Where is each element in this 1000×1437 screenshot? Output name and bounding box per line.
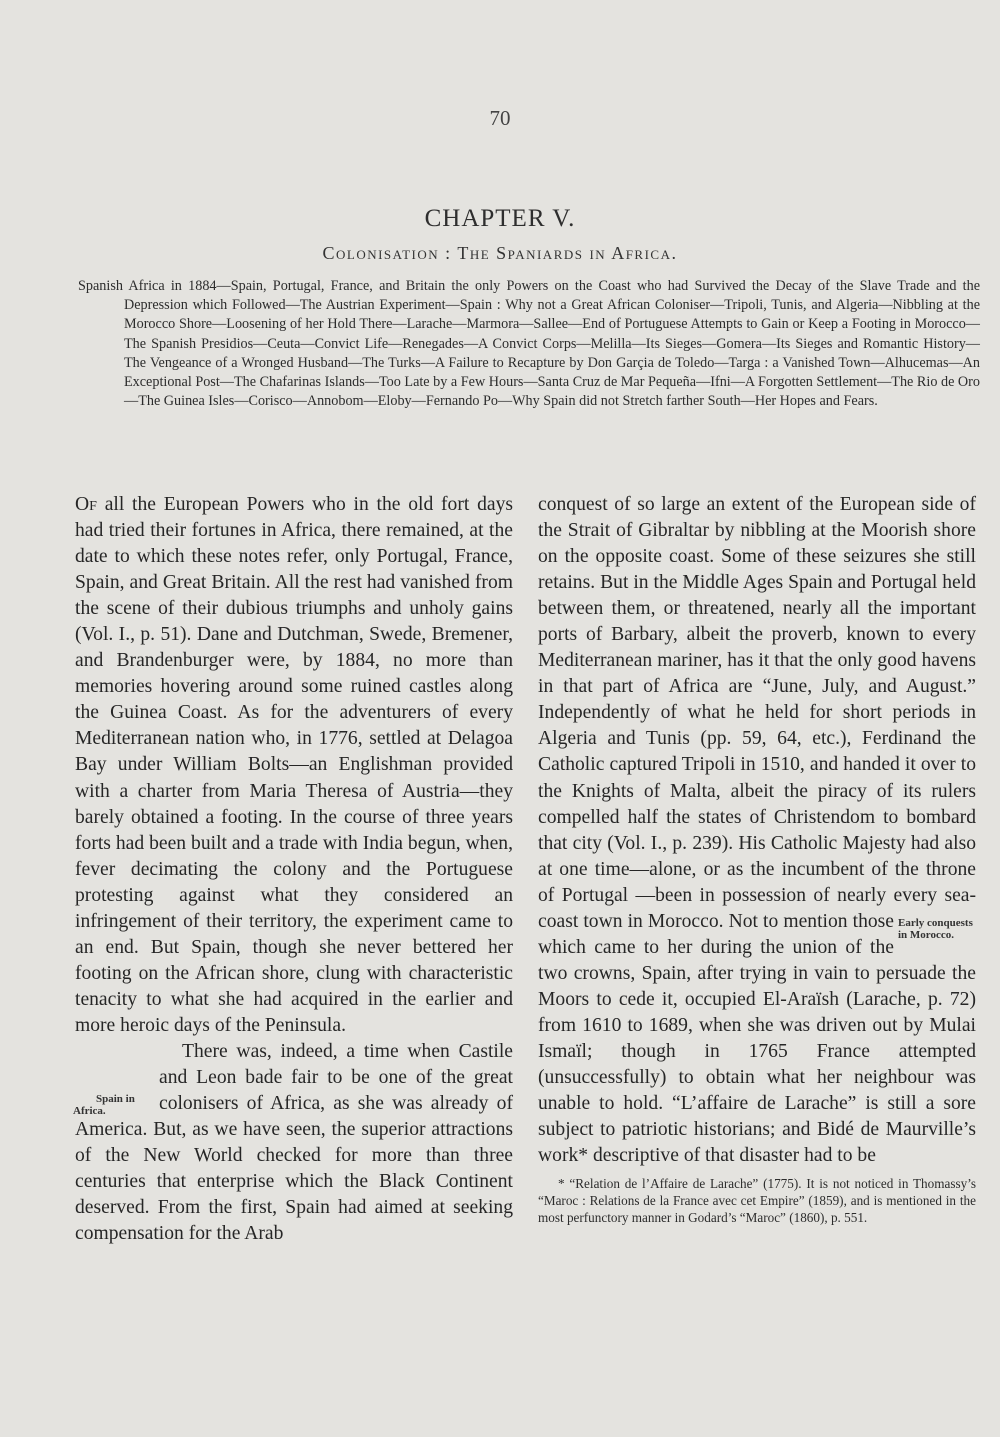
- paragraph: [75, 1039, 513, 1247]
- margin-note: Early conquests in Morocco.: [898, 916, 973, 941]
- chapter-title: CHAPTER V.: [424, 205, 576, 232]
- paragraph: [75, 492, 513, 1039]
- chapter-synopsis: Spanish Africa in 1884—Spain, Portugal, France, and Britain the only Powers on the Coast who had Survived the Decay of the Slave Trade and the Depression which Followed—The Austrian Experiment—Spain : Why not a Great African Coloniser—Tripoli, Tunis, and Algeria—Nibbling at the Morocco Shore—Loosening of her Hold There—Larache—Marmora—Sallee—End of Portuguese Attempts to Gain or Keep a Footing in Morocco—The Spanish Presidios—Ceuta—Convict Life—Renegades—A Convict Corps—Melilla—Its Sieges—Gomera—Its Sieges and Romantic History—The Vengeance of a Wronged Husband—The Turks—A Failure to Recapture by Don Garçia de Toledo—Targa : a Vanished Town—Alhucemas—An Exceptional Post—The Chafarinas Islands—Too Late by a Few Hours—Santa Cruz de Mar Pequeña—Ifni—A Forgotten Settlement—The Rio de Oro—The Guinea Isles—Corisco—Annobom—Eloby—Fernando Po—Why Spain did not Stretch farther South—Her Hopes and Fears.: [78, 278, 980, 410]
- paragraph: [538, 492, 976, 1169]
- paragraph-text: all the European Powers who in the old fort days had tried their fortunes in Africa, there remained, at the date to which these notes refer, only Portugal, France, Spain, and Great Britain. All the rest had vanished from the scene of their dubious triumphs and unholy gains (Vol. I., p. 51). Dane and Dutchman, Swede, Bremener, and Brandenburger were, by 1884, no more than memories hovering around some ruined castles along the Guinea Coast. As for the adventurers of every Mediterranean nation who, in 1776, settled at Delagoa Bay under William Bolts—an Englishman provided with a charter from Maria Theresa of Austria—they barely obtained a footing. In the course of three years forts had been built and a trade with India begun, when, fever decimating the colony and the Portuguese protesting against what they considered an infringement of their territory, the experiment came to an end. But Spain, though she never bettered her footing on the African shore, clung with characteristic tenacity to what she had acquired in the earlier and more heroic days of the Peninsula.: [75, 494, 513, 1036]
- footnote: * “Relation de l’Affaire de Larache” (1775). It is not noticed in Thomassy’s “Maroc : Relations de la France avec cet Empire” (1859), and is mentioned in the most perfunctory manner in Godard’s “Maroc” (1860), p. 551.: [538, 1176, 976, 1226]
- right-column: [538, 492, 976, 1226]
- page-number: 70: [489, 106, 511, 130]
- paragraph-text: There was, indeed, a time when Castile and Leon bade fair to be one of the great colonisers of Africa, as she was already of America. But, as we have seen, the superior attractions of the New World checked for more than three centuries that enterprise which the Black Continent deserved. From the first, Spain had aimed at seeking compensation for the Arab: [75, 1040, 513, 1245]
- chapter-subtitle: Colonisation : The Spaniards in Africa.: [322, 243, 678, 263]
- paragraph-text: conquest of so large an extent of the European side of the Strait of Gibraltar by nibbling at the Moorish shore on the opposite coast. Some of these seizures she still retains. But in the Middle Ages Spain and Portugal held between them, or threatened, nearly all the important ports of Barbary, albeit the proverb, known to every Mediterranean mariner, has it that the only good havens in that part of Africa are “June, July, and August.” Independently of what he held for short periods in Algeria and Tunis (pp. 59, 64, etc.), Ferdinand the Catholic captured Tripoli in 1510, and handed it over to the Knights of Malta, albeit the piracy of its rulers compelled half the states of Christendom to bombard that city (Vol. I., p. 239). His Catholic Majesty had also at one time—alone, or as the incumbent of the throne of Portugal —been in possession of nearly every sea-coast town in Morocco.: [538, 494, 976, 932]
- drop-cap: Of: [75, 494, 97, 515]
- left-column: [75, 492, 513, 1247]
- margin-note: Spain in Africa.: [73, 1092, 135, 1117]
- paragraph-text: Not to mention those which came to her during the union of the two crowns, Spain, after trying in vain to persuade the Moors to cede it, occupied El-Araïsh (Larache, p. 72) from 1610 to 1689, when she was driven out by Mulai Ismaïl; though in 1765 France attempted (unsuccessfully) to obtain what her neighbour was unable to hold. “L’affaire de Larache” is still a sore subject to patriotic historians; and Bidé de Maurville’s work* descriptive of that disaster had to be: [538, 910, 976, 1167]
